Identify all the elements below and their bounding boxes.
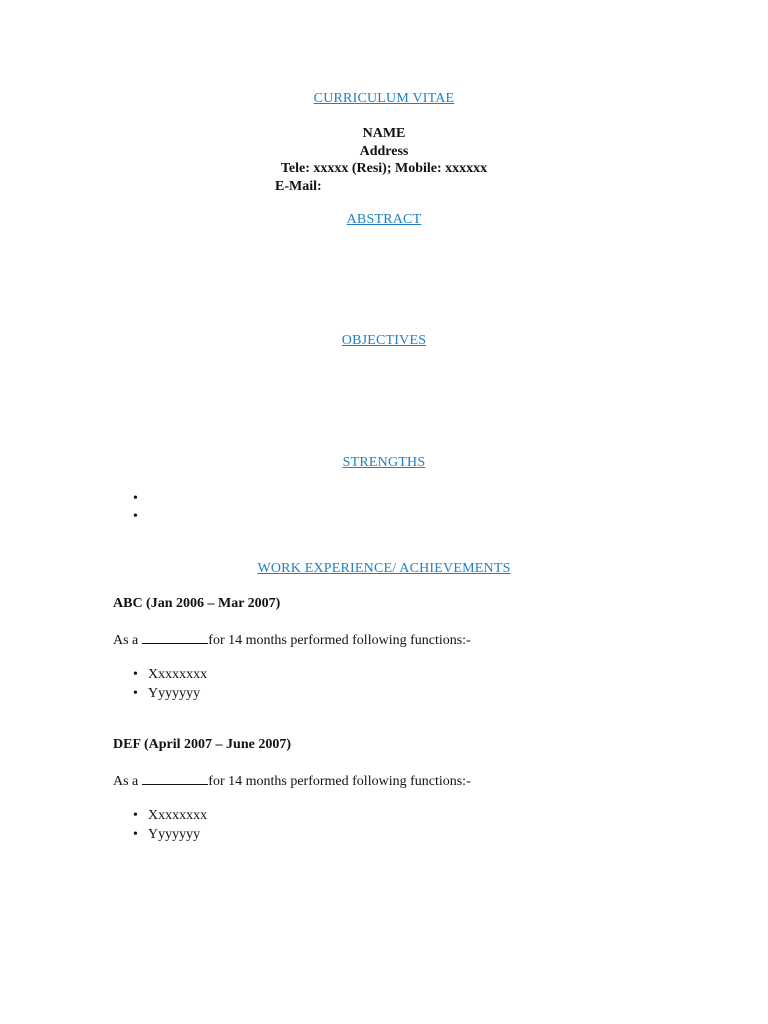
job-desc-suffix: for 14 months performed following functions:- (208, 633, 471, 648)
list-item: • Xxxxxxxx (133, 665, 207, 684)
list-item: • Yyyyyyy (133, 684, 207, 703)
strengths-heading: STRENGTHS (342, 455, 426, 470)
job-bullets (133, 665, 207, 703)
blank-line (142, 631, 208, 644)
contact-address: Address (359, 143, 409, 159)
contact-block (0, 125, 768, 195)
job-title: ABC (Jan 2006 – Mar 2007) (113, 596, 281, 611)
cv-title: CURRICULUM VITAE (313, 91, 455, 106)
list-item (133, 508, 147, 526)
contact-phone: Tele: xxxxx (Resi); Mobile: xxxxxx (280, 161, 488, 176)
job-title: DEF (April 2007 – June 2007) (113, 737, 291, 752)
work-heading: WORK EXPERIENCE/ ACHIEVEMENTS (257, 561, 511, 576)
list-item (133, 490, 147, 508)
objectives-heading: OBJECTIVES (341, 333, 427, 348)
job-desc-prefix: As a (113, 633, 139, 648)
blank-line (142, 772, 208, 785)
strengths-list (133, 490, 147, 526)
job-desc-prefix: As a (113, 774, 139, 789)
job-description (113, 772, 471, 790)
list-item: • Xxxxxxxx (133, 806, 207, 825)
job-bullets (133, 806, 207, 844)
job-description (113, 631, 471, 649)
job-desc-suffix: for 14 months performed following functions:- (208, 774, 471, 789)
contact-email: E-Mail: (275, 178, 322, 194)
contact-name: NAME (362, 126, 406, 141)
abstract-heading: ABSTRACT (346, 212, 422, 227)
list-item: • Yyyyyyy (133, 825, 207, 844)
